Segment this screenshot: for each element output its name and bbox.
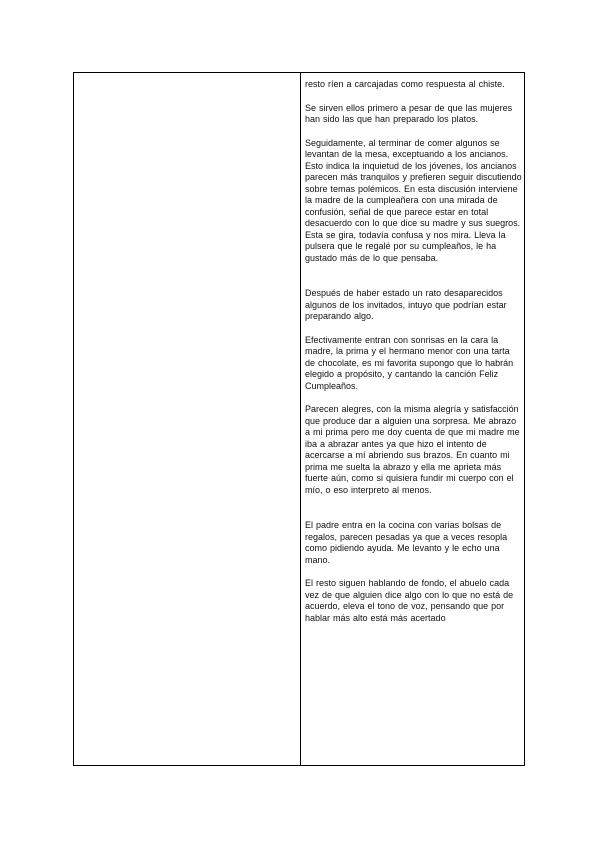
column-divider: [300, 73, 301, 765]
paragraph: resto ríen a carcajadas como respuesta al chiste.: [305, 79, 505, 89]
two-column-table: [73, 72, 525, 766]
paragraph: El resto siguen hablando de fondo, el abuelo cada vez de que alguien dice algo con lo que no está de acuerdo, eleva el tono de voz, pensando que por hablar más alto está más acertado: [305, 578, 514, 623]
paragraph: Parecen alegres, con la misma alegría y satisfacción que produce dar a alguien una sorpresa. Me abrazo a mi prima pero me doy cuenta de que mi madre me iba a abrazar antes ya que hizo el intento de acercarse a mí abriendo sus brazos. En cuanto mi prima me suelta la abrazo y ella me aprieta más fuerte aún, como si quisiera fundir mi cuerpo con el mío, o eso interpreto al menos.: [305, 404, 520, 495]
right-column-cell: [305, 79, 522, 636]
paragraph: Después de haber estado un rato desaparecidos algunos de los invitados, intuyo que podrían estar preparando algo.: [305, 288, 507, 321]
paragraph: Seguidamente, al terminar de comer algunos se levantan de la mesa, exceptuando a los ancianos. Esto indica la inquietud de los jóvenes, los ancianos parecen más tranquilos y prefieren seguir discutiendo sobre temas polémicos. En esta discusión interviene la madre de la cumpleañera con una mirada de confusión, señal de que parece estar en total desacuerdo con lo que dice su madre y sus suegros. Esta se gira, todavía confusa y nos mira. Lleva la pulsera que le regalé por su cumpleaños, le ha gustado más de lo que pensaba.: [305, 137, 522, 263]
paragraph: Se sirven ellos primero a pesar de que las mujeres han sido las que han preparado los platos.: [305, 102, 513, 124]
paragraph: El padre entra en la cocina con varias bolsas de regalos, parecen pesadas ya que a veces resopla como pidiendo ayuda. Me levanto y le echo una mano.: [305, 520, 508, 565]
paragraph: Efectivamente entran con sonrisas en la cara la madre, la prima y el hermano menor con una tarta de chocolate, es mi favorita supongo que lo habrán elegido a propósito, y cantando la canción Feliz Cumpleaños.: [305, 334, 514, 391]
left-column-cell: [74, 73, 300, 765]
